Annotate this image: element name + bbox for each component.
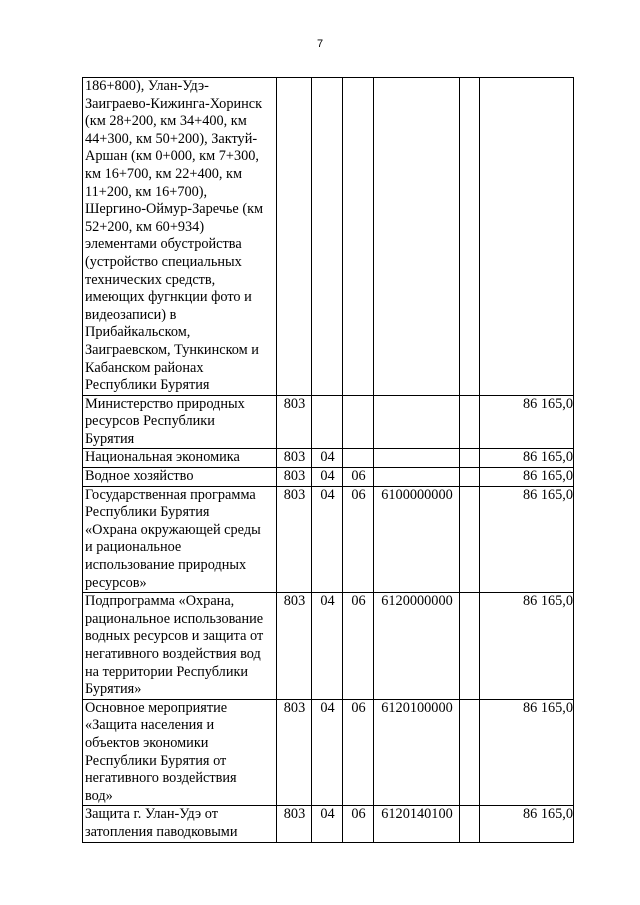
row-name-line: технических средств, [85,271,216,288]
expense-type-cell [460,699,480,806]
expense-type-cell [460,449,480,468]
row-name-line: Шергино-Оймур-Заречье (км [85,201,264,218]
page-number: 7 [316,38,324,50]
subsection-code-cell: 06 [343,468,374,487]
section-code-cell: 04 [312,806,343,842]
row-name-line: Заиграевском, Тункинском и [85,341,259,358]
amount-cell: 86 165,0 [480,593,574,700]
table-row [83,78,574,396]
section-code-cell: 04 [312,486,343,593]
row-name-line: Основное мероприятие [85,699,228,716]
target-item-code-cell: 6120140100 [374,806,460,842]
row-name-line: ресурсов Республики [85,413,215,430]
section-code-cell: 04 [312,468,343,487]
row-name-line: км 16+700, км 22+400, км [85,165,243,182]
row-name-line: и рациональное [85,539,182,556]
row-name-cell [83,699,277,806]
row-name-cell [83,395,277,449]
table-row [83,806,574,842]
row-name-line: затопления паводковыми [85,823,238,840]
row-name-line: (км 28+200, км 34+400, км [85,113,247,130]
row-name-line: Защита г. Улан-Удэ от [85,806,218,823]
row-name-cell [83,78,277,396]
row-name-line: негативного воздействия [85,770,237,787]
expense-type-cell [460,486,480,593]
row-name-line: Кабанском районах [85,359,204,376]
table-row [83,468,574,487]
row-name-line: Водное хозяйство [85,468,194,485]
row-name-cell [83,806,277,842]
row-name-line: водных ресурсов и защита от [85,628,264,645]
subsection-code-cell: 06 [343,806,374,842]
department-code-cell: 803 [277,468,312,487]
amount-cell: 86 165,0 [480,449,574,468]
row-name-line: ресурсов» [85,574,147,591]
row-name-line: Бурятия» [85,681,142,698]
row-name-line: негативного воздействия вод [85,646,261,662]
expense-type-cell [460,395,480,449]
department-code-cell: 803 [277,395,312,449]
budget-table [82,77,574,843]
section-code-cell: 04 [312,699,343,806]
row-name-cell [83,449,277,468]
row-name-line: 186+800), Улан-Удэ- [85,78,209,94]
target-item-code-cell [374,468,460,487]
subsection-code-cell: 06 [343,699,374,806]
amount-cell: 86 165,0 [480,486,574,593]
row-name-line: видеозаписи) в [85,306,177,323]
row-name-line: Государственная программа [85,486,256,503]
target-item-code-cell [374,449,460,468]
row-name-line: Республики Бурятия [85,377,210,394]
target-item-code-cell: 6120000000 [374,593,460,700]
row-name-line: элементами обустройства [85,236,242,253]
target-item-code-cell: 6120100000 [374,699,460,806]
row-name-line: 44+300, км 50+200), Зактуй- [85,130,258,147]
amount-cell: 86 165,0 [480,699,574,806]
target-item-code-cell [374,395,460,449]
row-name-line: Национальная экономика [85,449,240,466]
expense-type-cell [460,468,480,487]
row-name-line: использование природных [85,557,247,574]
row-name-line: (устройство специальных [85,253,242,270]
subsection-code-cell [343,449,374,468]
table-row [83,699,574,806]
table-body [83,78,574,843]
expense-type-cell [460,78,480,396]
amount-cell: 86 165,0 [480,395,574,449]
row-name-line: Министерство природных [85,395,245,412]
row-name-line: Аршан (км 0+000, км 7+300, [85,148,259,165]
table-row [83,593,574,700]
expense-type-cell [460,593,480,700]
target-item-code-cell [374,78,460,396]
row-name-line: Республики Бурятия от [85,752,227,769]
row-name-cell [83,593,277,700]
row-name-line: Прибайкальском, [85,324,191,341]
amount-cell [480,78,574,396]
row-name-line: рациональное использование [85,610,264,627]
row-name-line: Республики Бурятия [85,504,210,521]
row-name-cell [83,468,277,487]
row-name-line: «Защита населения и [85,717,215,734]
row-name-line: Подпрограмма «Охрана, [85,593,235,610]
department-code-cell [277,78,312,396]
department-code-cell: 803 [277,449,312,468]
table-row [83,486,574,593]
target-item-code-cell: 6100000000 [374,486,460,593]
row-name-cell [83,486,277,593]
subsection-code-cell [343,78,374,396]
department-code-cell: 803 [277,699,312,806]
expense-type-cell [460,806,480,842]
row-name-line: «Охрана окружающей среды [85,521,261,538]
section-code-cell [312,78,343,396]
row-name-line: вод» [85,787,113,804]
table-row [83,449,574,468]
section-code-cell: 04 [312,449,343,468]
table-row [83,395,574,449]
row-name-line: Заиграево-Кижинга-Хоринск [85,95,263,112]
row-name-line: 11+200, км 16+700), [85,183,208,200]
row-name-line: 52+200, км 60+934) [85,218,205,235]
amount-cell: 86 165,0 [480,468,574,487]
department-code-cell: 803 [277,593,312,700]
section-code-cell: 04 [312,593,343,700]
section-code-cell [312,395,343,449]
row-name-line: объектов экономики [85,734,209,751]
row-name-line: имеющих фугнкции фото и [85,289,252,306]
subsection-code-cell: 06 [343,486,374,593]
department-code-cell: 803 [277,806,312,842]
row-name-line: Бурятия [85,430,135,447]
row-name-line: на территории Республики [85,663,249,680]
department-code-cell: 803 [277,486,312,593]
subsection-code-cell [343,395,374,449]
subsection-code-cell: 06 [343,593,374,700]
amount-cell: 86 165,0 [480,806,574,842]
